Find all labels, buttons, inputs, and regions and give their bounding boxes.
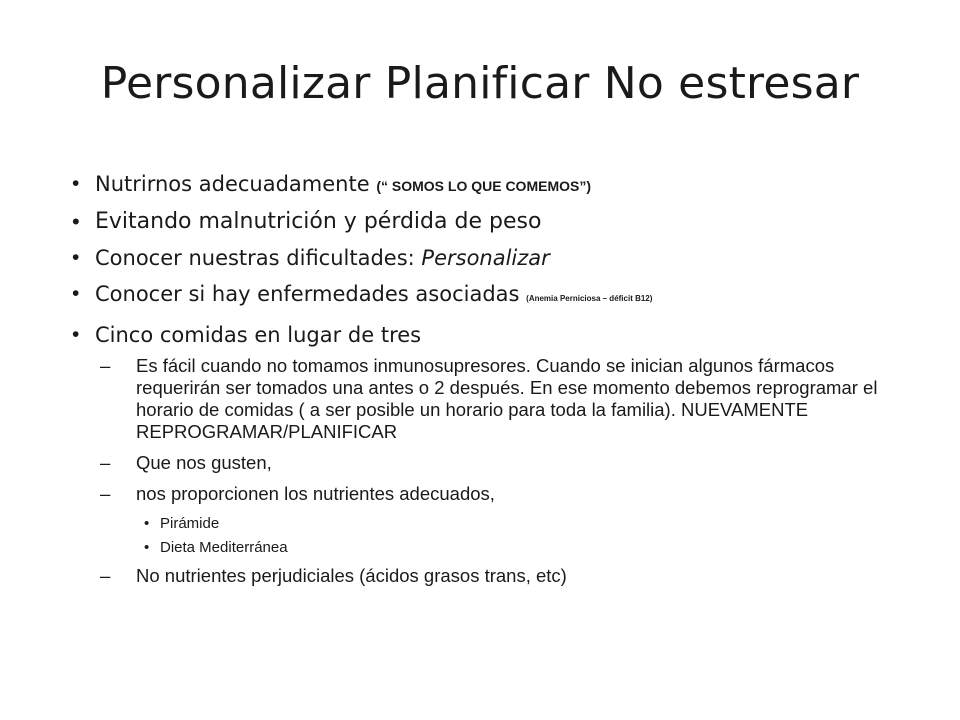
bullet-malnutricion — [72, 208, 902, 236]
bullet-dificultades — [72, 244, 902, 272]
subbullet-text: Que nos gusten, — [136, 452, 272, 473]
bullet-text: Cinco comidas en lugar de tres — [95, 323, 422, 347]
subsubbullet-text: Dieta Mediterránea — [160, 539, 288, 556]
dash-icon: – — [100, 355, 111, 376]
bullet-cinco-comidas — [72, 321, 902, 349]
subbullet-text: No nutrientes perjudiciales (ácidos grasos trans, etc) — [136, 565, 567, 586]
subbullet-perjudiciales — [72, 565, 902, 587]
bullet-enfermedades — [72, 280, 902, 313]
subbullet-gusten — [72, 452, 902, 474]
bullet-icon: • — [72, 246, 80, 269]
sub-list — [72, 355, 902, 587]
subbullet-nutrientes — [72, 483, 902, 505]
bullet-icon: • — [144, 515, 150, 532]
bullet-icon: • — [72, 172, 80, 195]
bullet-icon: • — [72, 323, 80, 346]
bullet-emphasis: Personalizar — [421, 246, 550, 270]
bullet-icon: • — [72, 209, 80, 234]
subbullet-text: Es fácil cuando no tomamos inmunosupresores. Cuando se inician algunos fármacos requerirán ser tomados una antes o 2 después. En ese momento debemos reprogramar el horario de comidas ( a ser posible un horario para toda la familia). NUEVAMENTE REPROGRAMAR/PLANIFICAR — [136, 355, 878, 442]
dash-icon: – — [100, 483, 111, 504]
bullet-icon: • — [72, 282, 80, 305]
subsubbullet-piramide — [72, 514, 902, 533]
slide-title: Personalizar Planificar No estresar — [100, 58, 860, 109]
bullet-text: Nutrirnos adecuadamente — [95, 172, 377, 196]
bullet-icon: • — [144, 539, 150, 556]
slide-content — [72, 170, 902, 596]
subbullet-inmunosupresores — [72, 355, 902, 443]
dash-icon: – — [100, 452, 111, 473]
bullet-nutrirnos — [72, 170, 902, 200]
bullet-text: Evitando malnutrición y pérdida de peso — [95, 209, 542, 234]
subsubbullet-dieta — [72, 538, 902, 557]
bullet-note: (“ SOMOS LO QUE COMEMOS”) — [376, 178, 591, 194]
subsubbullet-text: Pirámide — [160, 515, 220, 532]
bullet-note: (Anemia Perniciosa – déficit B12) — [526, 294, 653, 303]
bullet-text: Conocer si hay enfermedades asociadas — [95, 282, 527, 306]
subbullet-text: nos proporcionen los nutrientes adecuados, — [136, 483, 495, 504]
dash-icon: – — [100, 565, 111, 586]
bullet-text: Conocer nuestras dificultades: — [95, 246, 422, 270]
